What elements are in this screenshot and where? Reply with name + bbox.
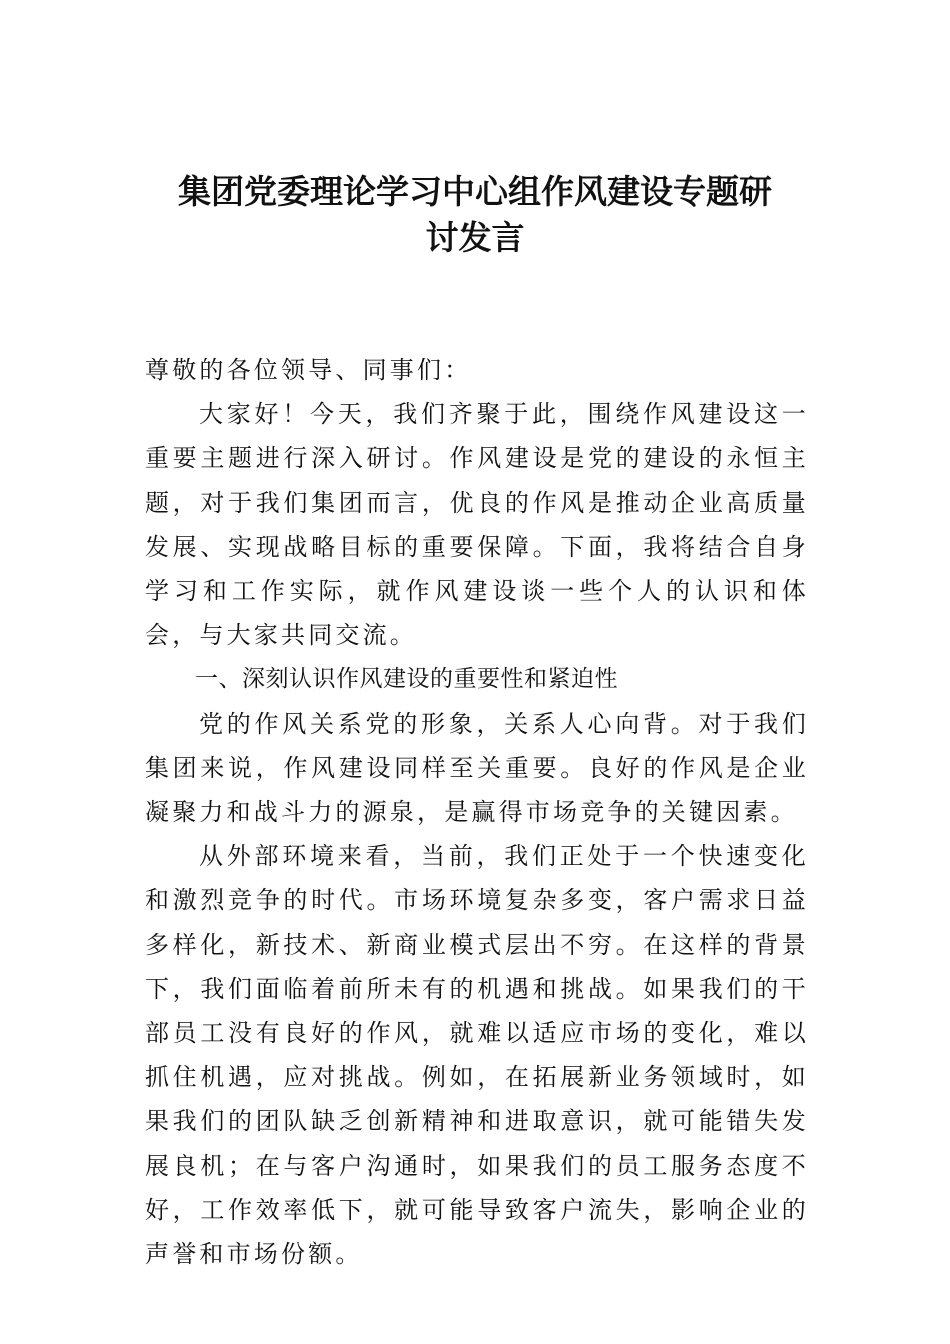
paragraph-section-1-b: 从外部环境来看，当前，我们正处于一个快速变化和激烈竞争的时代。市场环境复杂多变，客户需求日益多样化，新技术、新商业模式层出不穷。在这样的背景下，我们面临着前所未有的机遇和挑战。如果我们的干部员工没有良好的作风，就难以适应市场的变化，难以抓住机遇，应对挑战。例如，在拓展新业务领域时，如果我们的团队缺乏创新精神和进取意识，就可能错失发展良机；在与客户沟通时，如果我们的员工服务态度不好，工作效率低下，就可能导致客户流失，影响企业的声誉和市场份额。 bbox=[145, 842, 809, 1269]
paragraph-intro: 大家好！今天，我们齐聚于此，围绕作风建设这一重要主题进行深入研讨。作风建设是党的建设的永恒主题，对于我们集团而言，优良的作风是推动企业高质量发展、实现战略目标的重要保障。下面，我将结合自身学习和工作实际，就作风建设谈一些个人的认识和体会，与大家共同交流。 bbox=[145, 400, 809, 650]
greeting: 尊敬的各位领导、同事们： bbox=[145, 356, 472, 384]
document-title-line-2: 讨发言 bbox=[425, 218, 525, 257]
document-body bbox=[145, 348, 809, 1276]
paragraph-section-1-a: 党的作风关系党的形象，关系人心向背。对于我们集团来说，作风建设同样至关重要。良好的作风是企业凝聚力和战斗力的源泉，是赢得市场竞争的关键因素。 bbox=[145, 709, 809, 827]
document-title-line-1: 集团党委理论学习中心组作风建设专题研 bbox=[178, 172, 772, 211]
section-heading-1: 一、深刻认识作风建设的重要性和紧迫性 bbox=[195, 666, 618, 693]
